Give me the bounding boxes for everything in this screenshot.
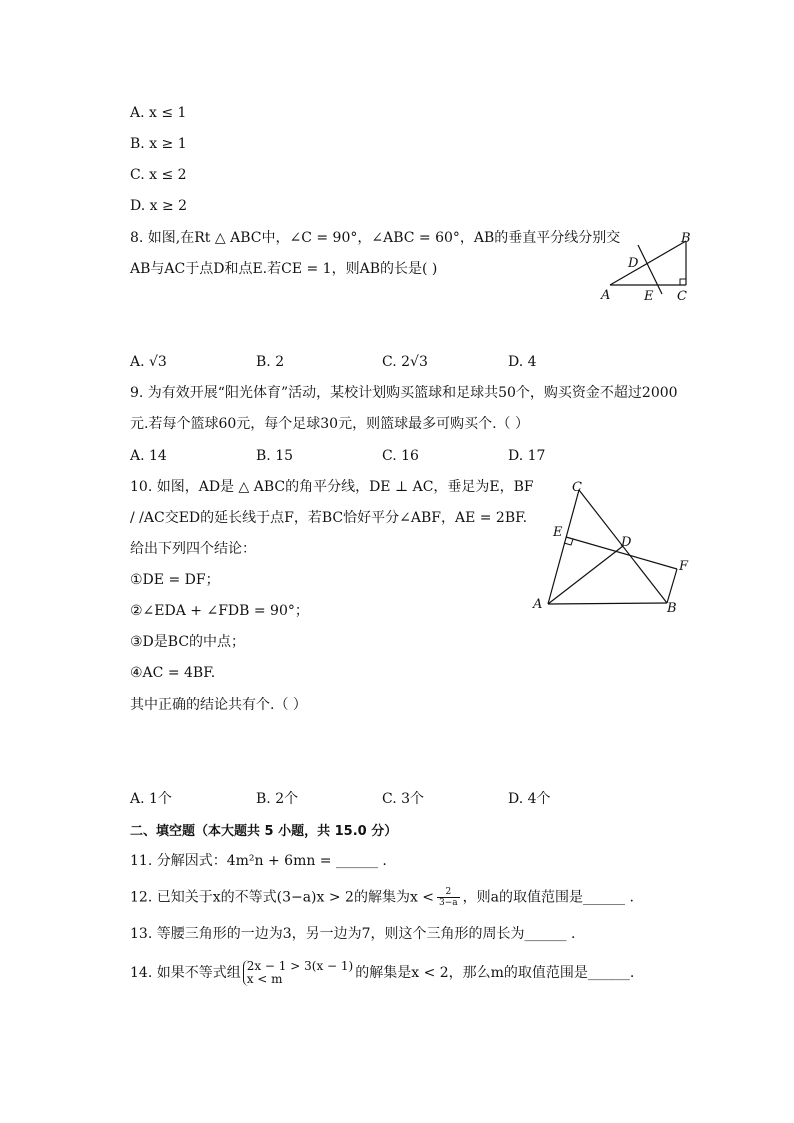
q10-conclusion-2: ②∠EDA + ∠FDB = 90°； [130,603,309,619]
q8-label-b: B [681,231,691,246]
q10-conclusion-4: ④AC = 4BF. [130,665,216,681]
q10-option-d: D. 4个 [508,791,551,807]
q10-label-e: E [553,525,563,540]
q8-stem-line1: 8. 如图,在Rt △ ABC中，∠C = 90°，∠ABC = 60°，AB的垂直平分线分别交 [130,230,621,246]
q10-option-a: A. 1个 [130,791,172,807]
q9-option-a: A. 14 [130,448,167,464]
q12-suffix: ，则a的取值范围是______ . [462,889,634,906]
q14-system-line1: 2x − 1 > 3(x − 1) [246,959,354,973]
q14-system-line2: x < m [246,972,283,986]
q8-stem-line2: AB与AC于点D和点E.若CE = 1，则AB的长是( ) [130,261,438,277]
q10-stem-last: 其中正确的结论共有个.（ ） [130,697,307,713]
q10-label-d: D [621,535,632,550]
q14-system [243,960,354,986]
q8-label-e: E [644,289,654,304]
q14-suffix: 的解集是x < 2，那么m的取值范围是______. [355,965,635,981]
q12-prefix: 12. 已知关于x的不等式(3−a)x > 2的解集为x < [130,889,435,906]
q9-stem-line2: 元.若每个篮球60元，每个足球30元，则篮球最多可购买个.（ ） [130,416,529,432]
q8-option-b: B. 2 [256,354,285,370]
q12-fraction-numerator: 2 [437,887,460,898]
q8-label-c: C [677,289,687,304]
q7-option-d: D. x ≥ 2 [130,198,188,214]
q14-stem [130,960,634,986]
q7-option-b: B. x ≥ 1 [130,136,187,152]
q9-stem-line1: 9. 为有效开展“阳光体育”活动，某校计划购买篮球和足球共50个，购买资金不超过2000 [130,385,678,401]
q10-stem-line3: 给出下列四个结论： [130,541,256,557]
q9-option-c: C. 16 [382,448,419,464]
q10-stem-line2: / /AC交ED的延长线于点F，若BC恰好平分∠ABF，AE = 2BF. [130,510,528,526]
q10-label-a: A [533,597,543,612]
q14-prefix: 14. 如果不等式组 [130,965,241,981]
q8-figure [596,228,700,306]
q9-option-d: D. 17 [508,448,546,464]
q8-option-d: D. 4 [508,354,537,370]
q8-option-c: C. 2√3 [382,354,428,370]
q11-stem: 11. 分解因式：4m²n + 6mn = ______ . [130,853,387,869]
q9-option-b: B. 15 [256,448,294,464]
q8-label-a: A [601,288,611,303]
section-heading-fill-in: 二、填空题（本大题共 5 小题，共 15.0 分） [130,824,398,839]
q13-stem: 13. 等腰三角形的一边为3，另一边为7，则这个三角形的周长为______ . [130,926,576,942]
q8-label-d: D [628,256,639,271]
q7-option-a: A. x ≤ 1 [130,105,187,121]
q10-label-c: C [572,480,582,495]
q12-stem [130,887,634,908]
q10-conclusion-3: ③D是BC的中点； [130,634,246,650]
q10-label-b: B [667,601,677,616]
q10-label-f: F [679,559,689,574]
q12-fraction-denominator: 3−a [439,898,458,908]
q10-option-c: C. 3个 [382,791,425,807]
q12-fraction [437,887,460,908]
q10-conclusion-1: ①DE = DF； [130,572,220,588]
q10-option-b: B. 2个 [256,791,299,807]
q7-option-c: C. x ≤ 2 [130,167,187,183]
q8-option-a: A. √3 [130,354,167,370]
q10-stem-line1: 10. 如图，AD是 △ ABC的角平分线，DE ⊥ AC，垂足为E，BF [130,479,534,495]
q10-figure [528,478,698,618]
